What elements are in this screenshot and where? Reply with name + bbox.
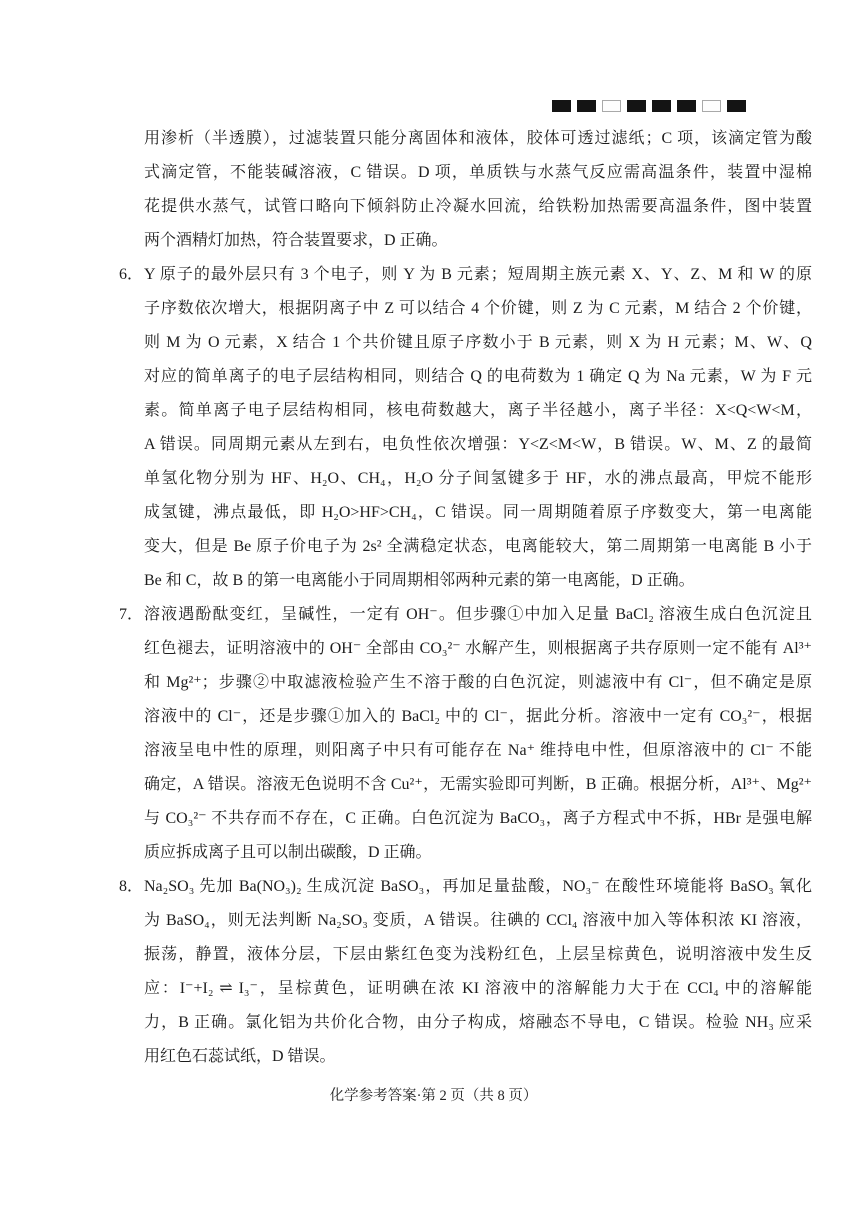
text-line: 确定，A 错误。溶液无色说明不含 Cu²⁺，无需实验即可判断，B 正确。根据分析，Al³⁺、Mg²⁺ [144,776,812,793]
text-line: 应：I⁻+I₂ ⇌ I₃⁻，呈棕黄色，证明碘在浓 KI 溶液中的溶解能力大于在 CCl₄ 中的溶解能 [144,980,812,997]
text-line: 单氢化物分别为 HF、H₂O、CH₄，H₂O 分子间氢键多于 HF，水的沸点最高，甲烷不能形 [144,470,812,487]
text-line: 花提供水蒸气，试管口略向下倾斜防止冷凝水回流，给铁粉加热需要高温条件，图中装置 [144,198,812,215]
text-line: 红色褪去，证明溶液中的 OH⁻ 全部由 CO₃²⁻ 水解产生，则根据离子共存原则一定不能有 Al³⁺ [144,640,812,657]
text-line: Na₂SO₃ 先加 Ba(NO₃)₂ 生成沉淀 BaSO₃，再加足量盐酸，NO₃⁻ 在酸性环境能将 BaSO₃ 氧化 [144,878,812,895]
header-registration-marks [552,100,752,112]
text-line: 用红色石蕊试纸，D 错误。 [144,1048,336,1065]
item-number: 6． [119,266,144,283]
text-line: 成氢键，沸点最低，即 H₂O>HF>CH₄，C 错误。同一周期随着原子序数变大，第一电离能 [144,504,812,521]
filled-square-mark [552,100,571,112]
page-footer: 化学参考答案·第 2 页（共 8 页） [329,1088,538,1104]
text-line: 式滴定管，不能装碱溶液，C 错误。D 项，单质铁与水蒸气反应需高温条件，装置中湿棉 [144,164,812,181]
outline-square-mark [702,100,721,112]
text-line: A 错误。同周期元素从左到右，电负性依次增强：Y<Z<M<W，B 错误。W、M、Z 的最简 [144,436,812,453]
text-line: 溶液呈电中性的原理，则阳离子中只有可能存在 Na⁺ 维持电中性，但原溶液中的 Cl⁻ 不能 [144,742,812,759]
answer-item-7 [119,598,812,870]
item-6-lines [144,258,812,598]
filled-square-mark [727,100,746,112]
text-line: 用渗析（半透膜），过滤装置只能分离固体和液体，胶体可透过滤纸；C 项，该滴定管为酸 [144,130,812,147]
text-line: 和 Mg²⁺；步骤②中取滤液检验产生不溶于酸的白色沉淀，则滤液中有 Cl⁻，但不确定是原 [144,674,812,691]
text-line: 溶液遇酚酞变红，呈碱性，一定有 OH⁻。但步骤①中加入足量 BaCl₂ 溶液生成白色沉淀且 [144,606,812,623]
filled-square-mark [577,100,596,112]
item-number: 8． [119,878,144,895]
text-line: Y 原子的最外层只有 3 个电子，则 Y 为 B 元素；短周期主族元素 X、Y、Z、M 和 W 的原 [144,266,812,283]
filled-square-mark [677,100,696,112]
text-line: 则 M 为 O 元素，X 结合 1 个共价键且原子序数小于 B 元素，则 X 为 H 元素；M、W、Q [144,334,812,351]
text-line: 对应的简单离子的电子层结构相同，则结合 Q 的电荷数为 1 确定 Q 为 Na 元素，W 为 F 元 [144,368,812,385]
text-line: 质应拆成离子且可以制出碳酸，D 正确。 [144,844,432,861]
answer-item-8 [119,870,812,1074]
outline-square-mark [602,100,621,112]
item-8-lines [144,870,812,1074]
answer-content [119,122,812,1074]
text-line: 子序数依次增大，根据阴离子中 Z 可以结合 4 个价键，则 Z 为 C 元素，M 结合 2 个价键， [144,300,812,317]
text-line: 力，B 正确。氯化铝为共价化合物，由分子构成，熔融态不导电，C 错误。检验 NH₃ 应采 [144,1014,812,1031]
filled-square-mark [652,100,671,112]
text-line: 与 CO₃²⁻ 不共存而不存在，C 正确。白色沉淀为 BaCO₃，离子方程式中不拆，HBr 是强电解 [144,810,812,827]
answer-item-6 [119,258,812,598]
item-number: 7． [119,606,144,623]
text-line: 为 BaSO₄，则无法判断 Na₂SO₃ 变质，A 错误。往碘的 CCl₄ 溶液中加入等体积浓 KI 溶液， [144,912,812,929]
text-line: 溶液中的 Cl⁻，还是步骤①加入的 BaCl₂ 中的 Cl⁻，据此分析。溶液中一定有 CO₃²⁻，根据 [144,708,812,725]
text-line: Be 和 C，故 B 的第一电离能小于同周期相邻两种元素的第一电离能，D 正确。 [144,572,695,589]
text-line: 振荡，静置，液体分层，下层由紫红色变为浅粉红色，上层呈棕黄色，说明溶液中发生反 [144,946,812,963]
filled-square-mark [627,100,646,112]
intro-paragraph [144,122,812,258]
text-line: 变大，但是 Be 原子价电子为 2s² 全满稳定状态，电离能较大，第二周期第一电离能 B 小于 [144,538,812,555]
text-line: 两个酒精灯加热，符合装置要求，D 正确。 [144,232,448,249]
text-line: 素。简单离子电子层结构相同，核电荷数越大，离子半径越小，离子半径：X<Q<W<M， [144,402,812,419]
intro-lines [144,122,812,258]
item-7-lines [144,598,812,870]
